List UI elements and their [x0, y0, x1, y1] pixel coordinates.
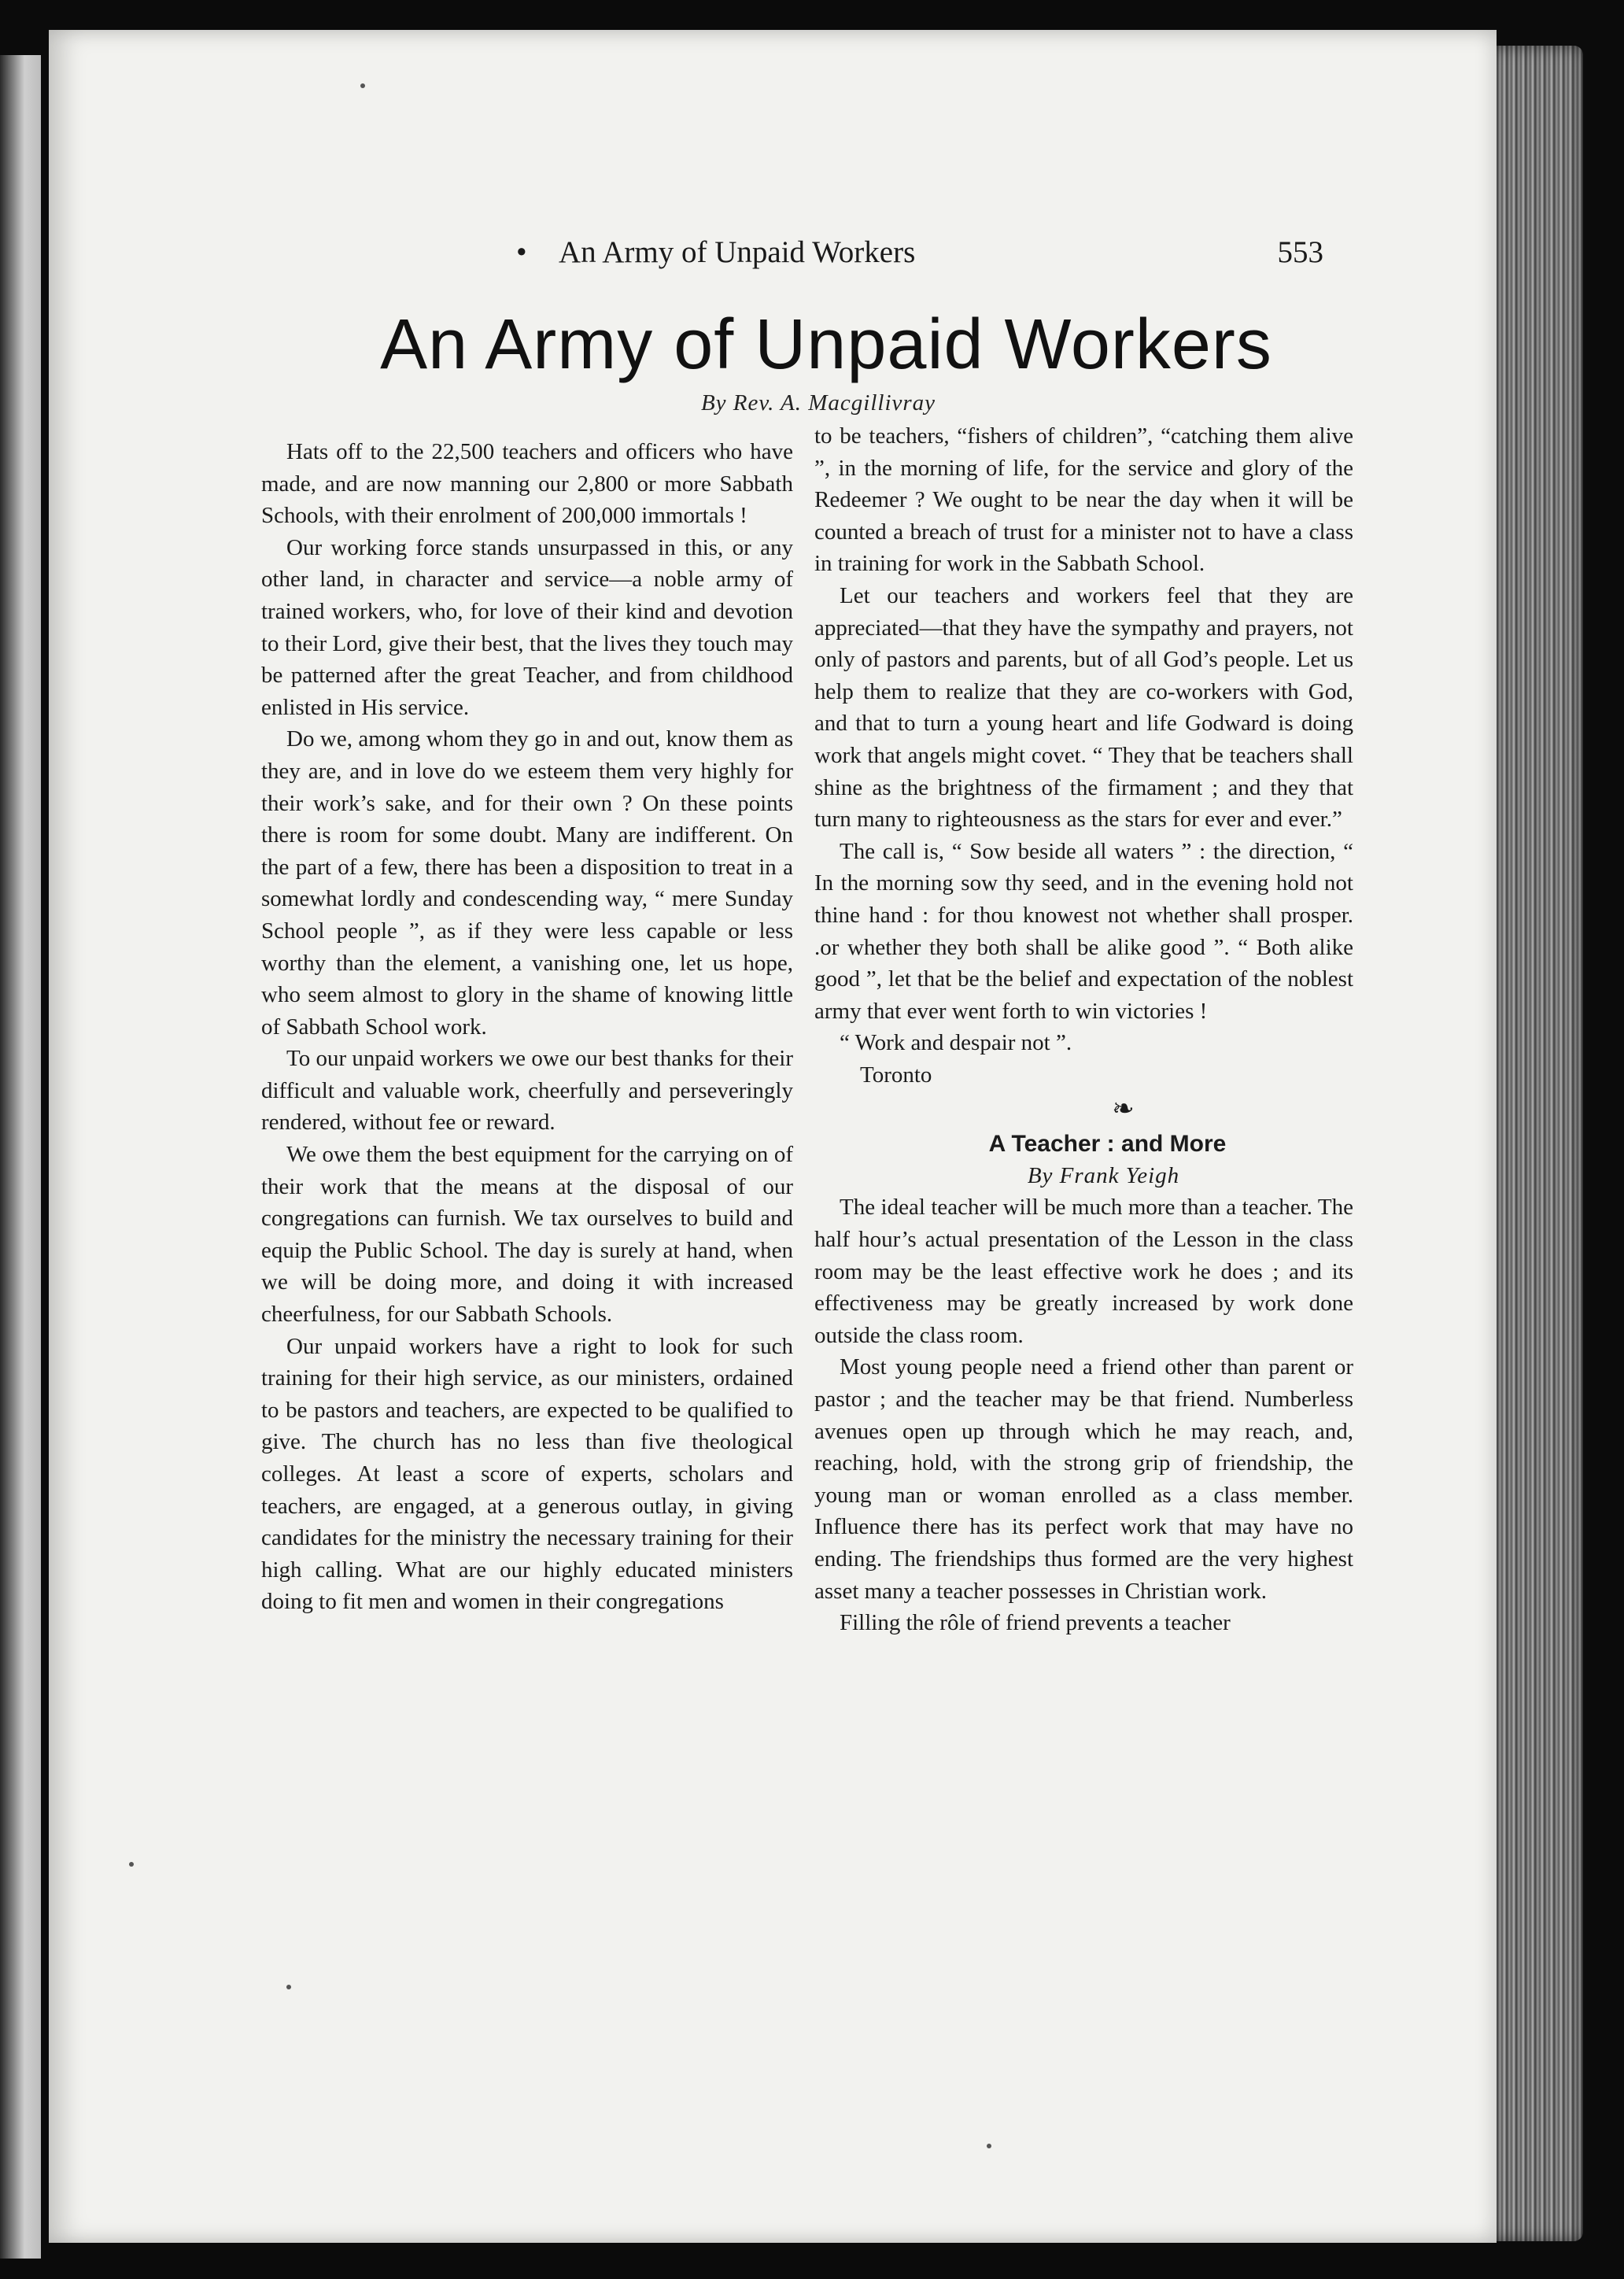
paragraph: Let our teachers and workers feel that they are appreciated—that they have the sympathy and prayers, not only of pastors and parents, but of all God’s people. Let us help them to realize that they are co-workers with God, and that to turn a young heart and life Godward is doing work that angels might covet. “ They that be teachers shall shine as the brightness of the firmament ; and they that turn many to righteousness as the stars for ever and ever.” [814, 582, 1353, 833]
paragraph: Filling the rôle of friend prevents a teacher [840, 1610, 1231, 1636]
left-page-edge [0, 55, 41, 2259]
paragraph: To our unpaid workers we owe our best thanks for their difficult and valuable work, cheerfully and perseveringly rendered, without fee or reward. [261, 1046, 793, 1136]
paragraph: Most young people need a friend other than parent or pastor ; and the teacher may be that friend. Numberless avenues open up through which he may reach, and, reaching, hold, with the strong grip of friendship, the young man or woman enrolled as a class member. Influence there has its perfect work that may have no ending. The friendships thus formed are the very highest asset many a teacher possesses in Christian work. [814, 1354, 1353, 1604]
paragraph: “ Work and despair not ”. [840, 1030, 1072, 1056]
paragraph: Hats off to the 22,500 teachers and officers who have made, and are now manning our 2,800 or more Sabbath Schools, with their enrolment of 200,000 immortals ! [261, 439, 793, 529]
paragraph: Our working force stands unsurpassed in this, or any other land, in character and service—a noble army of trained workers, who, for love of their kind and devotion to their Lord, give their best, that the lives they touch may be patterned after the great Teacher, and from childhood enlisted in His service. [261, 534, 793, 720]
paragraph: to be teachers, “fishers of children”, “catching them alive ”, in the morning of life, for the service and glory of the Redeemer ? We ought to be near the day when it will be counted a breach of trust for a minister not to have a class in training for work in the Sabbath School. [814, 423, 1353, 577]
print-speck [360, 83, 365, 88]
article-title: An Army of Unpaid Workers [380, 305, 1272, 384]
print-speck [987, 2144, 991, 2148]
print-speck [286, 1985, 291, 1989]
running-head-title: An Army of Unpaid Workers [559, 235, 916, 269]
running-head [511, 235, 1338, 282]
right-column [814, 420, 1353, 1639]
second-article-byline: By Frank Yeigh [1027, 1163, 1180, 1189]
paragraph: We owe them the best equipment for the carrying on of their work that the means at the disposal of our congregations can furnish. We tax ourselves to build and equip the Public School. The day is surely at hand, when we will be doing more, and doing it with increased cheerfulness, for our Sabbath Schools. [261, 1142, 793, 1328]
page-number: 553 [1277, 235, 1323, 269]
running-head-marker: • [516, 235, 527, 269]
fleuron-ornament-icon: ❧ [1112, 1095, 1135, 1125]
paragraph: The ideal teacher will be much more than a teacher. The half hour’s actual presentation of the Lesson in the class room may be the least effective work he does ; and its effectiveness may be greatly increased by work done outside the class room. [814, 1195, 1353, 1348]
article-byline: By Rev. A. Macgillivray [700, 390, 936, 416]
left-column [261, 436, 793, 1618]
paragraph: Do we, among whom they go in and out, know them as they are, and in love do we esteem them very highly for their work’s sake, and for their own ? On these points there is room for some doubt. Many are indifferent. On the part of a few, there has been a disposition to treat in a somewhat lordly and condescending way, “ mere Sunday School people ”, as if they were less capable or less worthy than the element, a vanishing one, let us hope, who seem almost to glory in the shame of knowing little of Sabbath School work. [261, 726, 793, 1040]
paragraph: Our unpaid workers have a right to look for such training for their high service, as our ministers, ordained to be pastors and teachers, are expected to be qualified to give. The church has no less than five theological colleges. At least a score of experts, scholars and teachers, are engaged, at a generous outlay, in giving candidates for the ministry the necessary training for their high calling. What are our highly educated ministers doing to fit men and women in their congregations [261, 1333, 793, 1615]
article-place: Toronto [860, 1062, 932, 1088]
paragraph: The call is, “ Sow beside all waters ” : the direction, “ In the morning sow thy seed, and in the evening hold not thine hand : for thou knowest not whether shall prosper. .or whether they both shall be alike good ”. “ Both alike good ”, let that be the belief and expectation of the noblest army that ever went forth to win victories ! [814, 838, 1353, 1024]
second-article-title: A Teacher : and More [988, 1131, 1227, 1158]
print-speck [129, 1862, 134, 1867]
